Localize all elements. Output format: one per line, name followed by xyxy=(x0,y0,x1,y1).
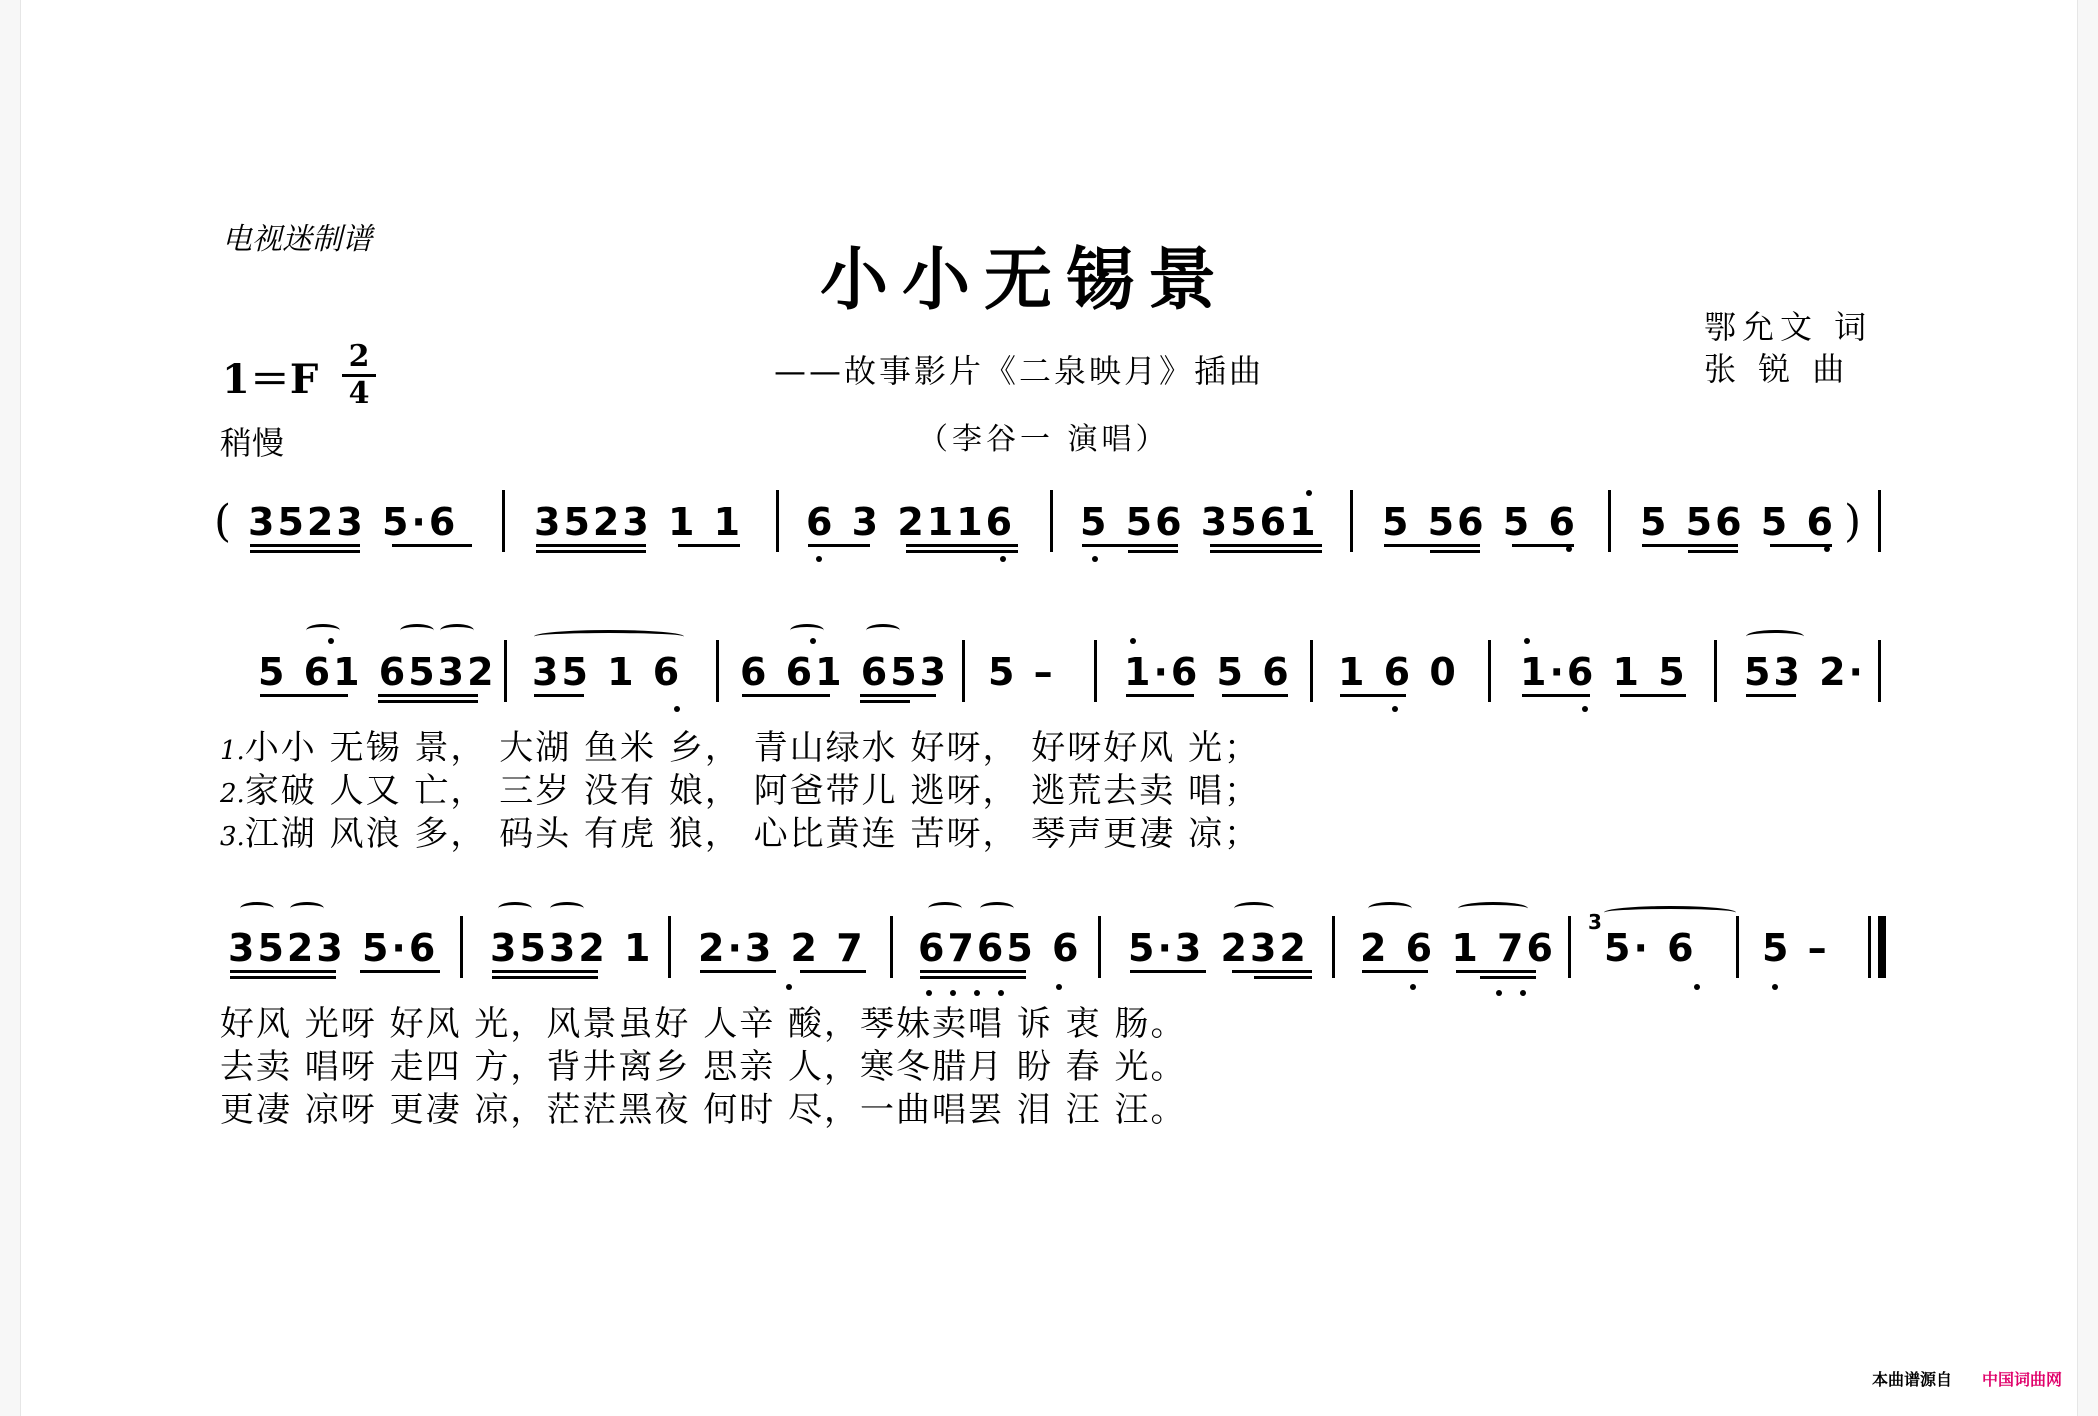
barline xyxy=(962,640,965,702)
verse-line xyxy=(220,763,1260,812)
measure: 1·6 1 5 xyxy=(1520,650,1688,694)
beam-underline xyxy=(1522,694,1590,697)
beam-underline xyxy=(808,544,870,547)
beam-underline xyxy=(678,544,740,547)
high-octave-dot xyxy=(1306,490,1312,496)
low-octave-dot xyxy=(1772,984,1778,990)
barline xyxy=(1488,640,1491,702)
slur xyxy=(928,902,962,915)
barline xyxy=(1878,640,1881,702)
beam-underline xyxy=(230,976,336,979)
slur xyxy=(550,902,584,915)
low-octave-dot xyxy=(1824,546,1830,552)
lyric-text: 去卖 唱呀 走四 方，背井离乡 思亲 人，寒冬腊月 盼 春 光。 xyxy=(220,1047,1187,1087)
low-octave-dot xyxy=(786,984,792,990)
beam-underline xyxy=(260,694,348,697)
low-octave-dot xyxy=(1000,556,1006,562)
slur xyxy=(306,624,340,637)
barline xyxy=(890,916,893,978)
beam-underline xyxy=(1362,970,1428,973)
beam-underline xyxy=(360,970,440,973)
beam-underline xyxy=(492,970,598,973)
transcriber-credit: 电视迷制谱 xyxy=(222,222,372,257)
beam-underline xyxy=(1128,550,1178,553)
slur xyxy=(980,902,1014,915)
low-octave-dot xyxy=(674,706,680,712)
high-octave-dot xyxy=(1524,638,1530,644)
beam-underline xyxy=(392,544,472,547)
high-octave-dot xyxy=(810,638,816,644)
slur xyxy=(400,624,434,637)
beam-underline xyxy=(1222,694,1288,697)
barline xyxy=(1568,916,1571,978)
beam-underline xyxy=(536,544,646,547)
lyric-text: 小小 无锡 景， 大湖 鱼米 乡， 青山绿水 好呀， 好呀好风 光； xyxy=(244,728,1261,768)
beam-underline xyxy=(1430,550,1480,553)
beam-underline xyxy=(920,976,1026,979)
verse-line xyxy=(220,720,1260,769)
barline xyxy=(1878,490,1881,552)
lyricist-credit: 鄂允文 词 xyxy=(1704,308,1873,346)
barline xyxy=(1608,490,1611,552)
slur xyxy=(1368,902,1412,915)
measure: 3523 5·6 xyxy=(248,500,459,544)
beam-underline xyxy=(250,550,360,553)
lyric-text: 好风 光呀 好风 光，风景虽好 人辛 酸，琴妹卖唱 诉 衷 肠。 xyxy=(220,1004,1187,1044)
beam-underline xyxy=(1688,550,1738,553)
measure: 5 56 5 6 xyxy=(1640,500,1836,544)
measure: 53 2· xyxy=(1744,650,1866,694)
intro-open-paren: ( xyxy=(214,496,232,547)
beam-underline xyxy=(1130,970,1206,973)
beam-underline xyxy=(1254,976,1312,979)
low-octave-dot xyxy=(1410,984,1416,990)
lyric-text: 家破 人又 亡， 三岁 没有 娘， 阿爸带儿 逃呀， 逃荒去卖 唱； xyxy=(244,771,1261,811)
measure: 6765 6 xyxy=(918,926,1082,970)
lyric-text: 江湖 风浪 多， 码头 有虎 狼， 心比黄连 苦呀， 琴声更凄 凉； xyxy=(244,814,1261,854)
slur xyxy=(1746,630,1804,643)
measure: 5· 6 xyxy=(1604,926,1697,970)
beam-underline xyxy=(230,970,336,973)
key-signature: 1＝F xyxy=(222,356,319,403)
measure: 2·3 2 7 xyxy=(698,926,866,970)
tempo-marking: 稍慢 xyxy=(220,424,285,462)
low-octave-dot xyxy=(1496,990,1502,996)
verse-line xyxy=(220,806,1260,855)
barline xyxy=(716,640,719,702)
time-denominator: 4 xyxy=(348,376,370,411)
barline xyxy=(504,640,507,702)
high-octave-dot xyxy=(328,638,334,644)
grace-note: 3 xyxy=(1588,910,1602,934)
barline xyxy=(460,916,463,978)
barline xyxy=(1310,640,1313,702)
barline xyxy=(1868,916,1871,978)
measure: 35 1 6 xyxy=(532,650,683,694)
beam-underline xyxy=(1210,544,1322,547)
barline xyxy=(776,490,779,552)
beam-underline xyxy=(534,694,584,697)
right-margin-strip xyxy=(2077,0,2098,1416)
beam-underline xyxy=(1480,976,1536,979)
beam-underline xyxy=(1126,694,1194,697)
low-octave-dot xyxy=(1520,990,1526,996)
low-octave-dot xyxy=(1392,706,1398,712)
measure: 6 61 653 xyxy=(740,650,950,694)
barline xyxy=(1094,640,1097,702)
source-site-link[interactable]: 中国词曲网 xyxy=(1981,1370,2062,1389)
barline xyxy=(1714,640,1717,702)
lyric-text: 更凄 凉呀 更凄 凉，茫茫黑夜 何时 尽，一曲唱罢 泪 汪 汪。 xyxy=(220,1090,1187,1130)
barline xyxy=(668,916,671,978)
slur xyxy=(1234,902,1274,915)
beam-underline xyxy=(906,544,1018,547)
final-barline xyxy=(1878,916,1886,978)
high-octave-dot xyxy=(1130,638,1136,644)
measure: 3523 1 1 xyxy=(534,500,744,544)
low-octave-dot xyxy=(1582,706,1588,712)
beam-underline xyxy=(1770,544,1832,547)
composer-credit: 张 锐 曲 xyxy=(1704,350,1851,388)
low-octave-dot xyxy=(1694,984,1700,990)
measure: 5 61 6532 xyxy=(258,650,497,694)
source-label: 本曲谱源自 xyxy=(1871,1370,1952,1389)
verse-number: 2. xyxy=(220,779,245,809)
low-octave-dot xyxy=(1056,984,1062,990)
barline xyxy=(1736,916,1739,978)
measure: 6 3 2116 xyxy=(806,500,1016,544)
beam-underline xyxy=(800,970,866,973)
tie xyxy=(534,630,684,643)
slur xyxy=(866,624,900,637)
beam-underline xyxy=(1210,550,1322,553)
verse-number: 3. xyxy=(220,822,245,852)
beam-underline xyxy=(906,550,1018,553)
time-signature xyxy=(342,339,376,411)
beam-underline xyxy=(700,970,776,973)
tie xyxy=(1604,906,1736,919)
beam-underline xyxy=(1620,694,1686,697)
measure: 2 6 1 76 xyxy=(1360,926,1556,970)
beam-underline xyxy=(1082,544,1178,547)
measure: 5 – xyxy=(1762,926,1830,970)
measure: 5 56 5 6 xyxy=(1382,500,1578,544)
low-octave-dot xyxy=(1566,546,1572,552)
slur xyxy=(290,902,324,915)
slur xyxy=(1458,902,1528,915)
measure: 1 6 0 xyxy=(1338,650,1459,694)
beam-underline xyxy=(250,544,360,547)
beam-underline xyxy=(1340,694,1406,697)
beam-underline xyxy=(920,970,1026,973)
song-subtitle: ——故事影片《二泉映月》插曲 xyxy=(774,352,1265,390)
slur xyxy=(498,902,532,915)
beam-underline xyxy=(1642,544,1738,547)
barline xyxy=(502,490,505,552)
barline xyxy=(1098,916,1101,978)
slur xyxy=(240,902,274,915)
measure: 3523 5·6 xyxy=(228,926,439,970)
performer-credit: （李谷一 演唱） xyxy=(918,422,1170,457)
measure: 3532 1 xyxy=(490,926,654,970)
barline xyxy=(1350,490,1353,552)
low-octave-dot xyxy=(1092,556,1098,562)
beam-underline xyxy=(1746,694,1796,697)
beam-underline xyxy=(1456,970,1536,973)
measure: 5 – xyxy=(988,650,1056,694)
beam-underline xyxy=(378,700,478,703)
intro-close-paren: ) xyxy=(1844,496,1862,547)
measure: 5·3 232 xyxy=(1128,926,1309,970)
left-margin-strip xyxy=(0,0,21,1416)
beam-underline xyxy=(1512,544,1574,547)
verse-number: 1. xyxy=(220,736,245,766)
beam-underline xyxy=(860,700,910,703)
measure: 1·6 5 6 xyxy=(1124,650,1292,694)
measure: 5 56 3561 xyxy=(1080,500,1319,544)
barline xyxy=(1332,916,1335,978)
time-numerator: 2 xyxy=(348,339,370,374)
slur xyxy=(790,624,824,637)
beam-underline xyxy=(742,694,830,697)
low-octave-dot xyxy=(816,556,822,562)
barline xyxy=(1050,490,1053,552)
song-title: 小小无锡景 xyxy=(820,240,1231,320)
beam-underline xyxy=(860,694,936,697)
slur xyxy=(440,624,474,637)
beam-underline xyxy=(1384,544,1480,547)
beam-underline xyxy=(378,694,478,697)
beam-underline xyxy=(536,550,646,553)
beam-underline xyxy=(1232,970,1312,973)
beam-underline xyxy=(492,976,598,979)
